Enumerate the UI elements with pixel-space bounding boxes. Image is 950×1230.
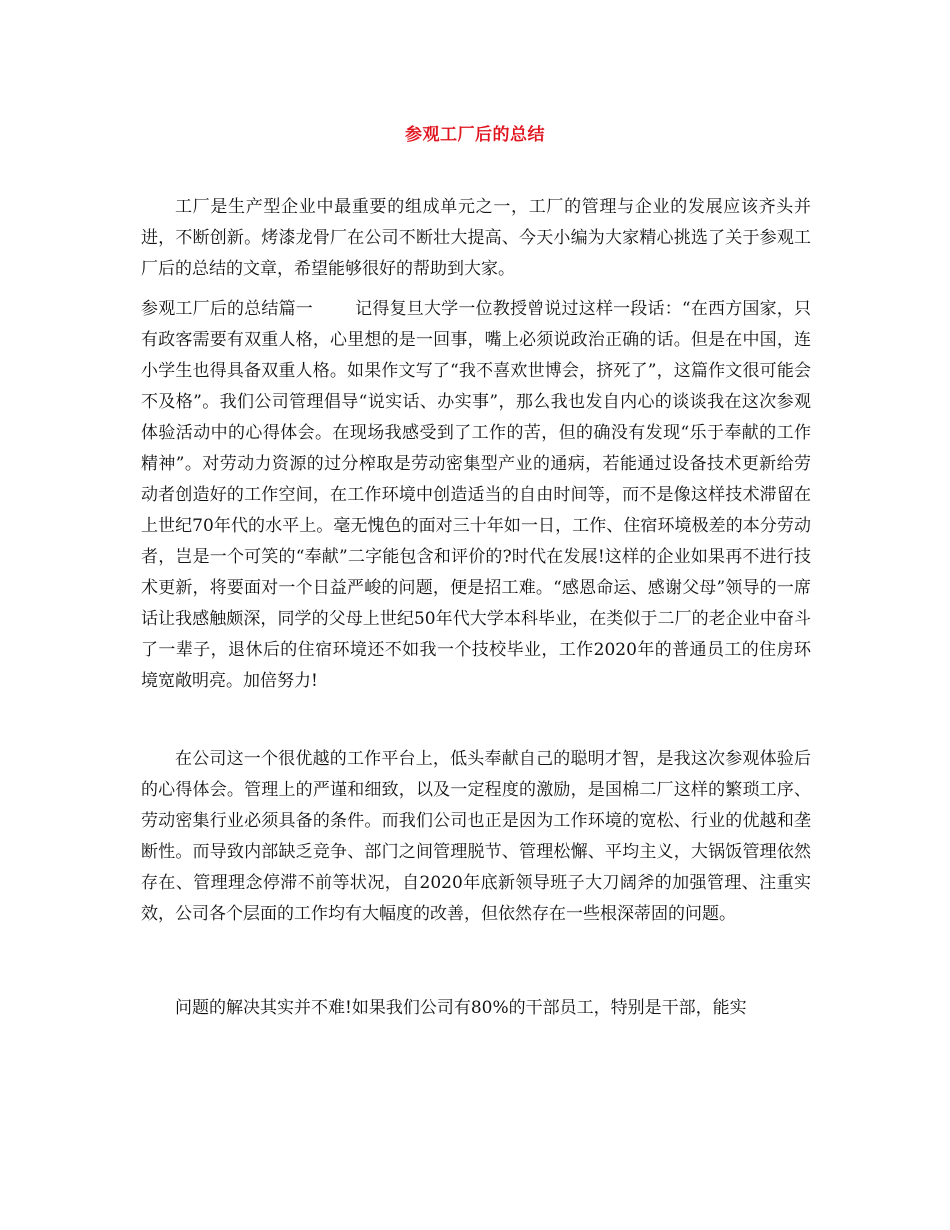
paragraph-platform: [141, 744, 811, 930]
section-heading: 参观工厂后的总结篇一: [141, 299, 313, 319]
paragraph-platform-text: 在公司这一个很优越的工作平台上，低头奉献自己的聪明才智，是我这次参观体验后的心得体会。管理上的严谨和细致，以及一定程度的激励，是国棉二厂这样的繁琐工序、劳动密集行业必须具备的条件。而我们公司也正是因为工作环境的宽松、行业的优越和垄断性。而导致内部缺乏竞争、部门之间管理脱节、管理松懈、平均主义，大锅饭管理依然存在、管理理念停滞不前等状况，自2020年底新领导班子大刀阔斧的加强管理、注重实效，公司各个层面的工作均有大幅度的改善，但依然存在一些根深蒂固的问题。: [141, 749, 811, 924]
paragraph-intro: [141, 192, 811, 285]
paragraph-solution-text: 问题的解决其实并不难!如果我们公司有80%的干部员工，特别是干部，能实: [175, 998, 747, 1018]
section-body-text: 记得复旦大学一位教授曾说过这样一段话：“在西方国家，只有政客需要有双重人格，心里想的是一回事，嘴上必须说政治正确的话。但是在中国，连小学生也得具备双重人格。如果作文写了“我不喜欢世博会，挤死了”，这篇作文很可能会不及格”。我们公司管理倡导“说实话、办实事”，那么我也发自内心的谈谈我在这次参观体验活动中的心得体会。在现场我感受到了工作的苦，但的确没有发现“乐于奉献的工作精神”。对劳动力资源的过分榨取是劳动密集型产业的通病，若能通过设备技术更新给劳动者创造好的工作空间，在工作环境中创造适当的自由时间等，而不是像这样技术滞留在上世纪70年代的水平上。毫无愧色的面对三十年如一日，工作、住宿环境极差的本分劳动者，岂是一个可笑的“奉献”二字能包含和评价的?时代在发展!这样的企业如果再不进行技术更新，将要面对一个日益严峻的问题，便是招工难。“感恩命运、感谢父母”领导的一席话让我感触颇深，同学的父母上世纪50年代大学本科毕业，在类似于二厂的老企业中奋斗了一辈子，退休后的住宿环境还不如我一个技校毕业，工作2020年的普通员工的住房环境宽敞明亮。加倍努力!: [141, 299, 811, 691]
paragraph-section-one: [141, 294, 811, 697]
paragraph-intro-text: 工厂是生产型企业中最重要的组成单元之一，工厂的管理与企业的发展应该齐头并进，不断创新。烤漆龙骨厂在公司不断壮大提高、今天小编为大家精心挑选了关于参观工厂后的总结的文章，希望能够很好的帮助到大家。: [141, 197, 811, 279]
document-title: 参观工厂后的总结: [405, 125, 545, 145]
paragraph-solution: [141, 993, 811, 1024]
